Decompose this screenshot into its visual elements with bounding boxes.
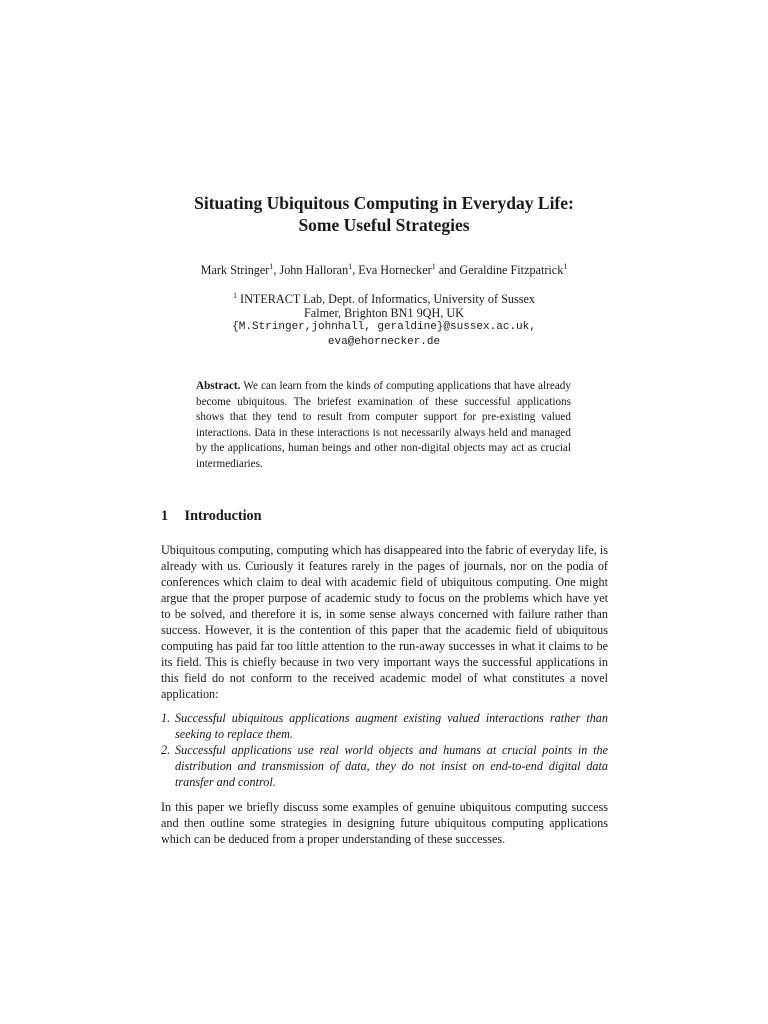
affiliation <box>0 292 768 349</box>
author: John Halloran$^1$, <box>279 261 359 277</box>
section-title: Introduction <box>184 508 262 524</box>
title-line-2: Some Useful Strategies <box>298 215 470 235</box>
list-item-text: Successful ubiquitous applications augment existing valued interactions rather than seeking to replace them. <box>175 711 608 741</box>
author: Geraldine Fitzpatrick$^1$ <box>459 261 568 277</box>
title-line-1: Situating Ubiquitous Computing in Everyday Life: <box>194 193 574 213</box>
list-item <box>161 742 608 790</box>
list-marker: 1. <box>161 711 171 725</box>
author-list <box>0 262 768 278</box>
abstract <box>196 379 571 472</box>
affiliation-address: Falmer, Brighton BN1 9QH, UK <box>304 306 464 321</box>
abstract-text: We can learn from the kinds of computing applications that have already become ubiquitous. The briefest examination of these successful applications shows that they tend to result from computer support for pre-existing valued interactions. Data in these interactions is not necessarily always held and managed by the applications, human beings and other non-digital objects may act as crucial intermediaries. <box>196 380 571 470</box>
closing-paragraph: In this paper we briefly discuss some examples of genuine ubiquitous computing success and then outline some strategies in designing future ubiquitous computing applications which can be deduced from a proper understanding of these successes. <box>161 800 608 846</box>
numbered-list <box>161 710 608 790</box>
affiliation-email: {M.Stringer,johnhall, geraldine}@sussex.ac.uk, <box>232 321 536 334</box>
list-item-text: Successful applications use real world objects and humans at crucial points in the distribution and transmission of data, they do not insist on end-to-end digital data transfer and control. <box>175 743 608 789</box>
intro-paragraph: Ubiquitous computing, computing which has disappeared into the fabric of everyday life, is already with us. Curiously it features rarely in the pages of journals, nor on the podia of conferences which claim to deal with academic field of ubiquitous computing. One might argue that the proper purpose of academic study to focus on the problems which have yet to be solved, and therefore it is, in some sense always concerned with failure rather than success. However, it is the contention of this paper that the academic field of ubiquitous computing has paid far too little attention to the run-away successes in what it claims to be its field. This is chiefly because in two very important ways the successful applications in this field do not conform to the received academic model of what constitutes a novel application: <box>161 543 608 701</box>
affiliation-institution: $^1$ INTERACT Lab, Dept. of Informatics, University of Sussex <box>233 290 535 306</box>
author: Eva Hornecker$^1$ and <box>358 261 460 277</box>
list-marker: 2. <box>161 743 171 757</box>
paper-title <box>0 192 768 236</box>
abstract-label: Abstract. <box>196 380 241 392</box>
section-number: 1 <box>161 508 169 524</box>
affiliation-email: eva@ehornecker.de <box>327 335 441 348</box>
author: Mark Stringer$^1$, <box>200 261 280 277</box>
list-item <box>161 710 608 742</box>
section-heading <box>161 507 611 525</box>
